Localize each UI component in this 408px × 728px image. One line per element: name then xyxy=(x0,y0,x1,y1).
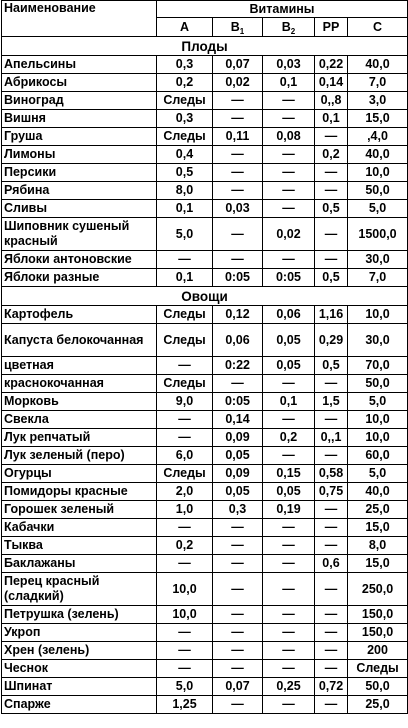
row-value: 15,0 xyxy=(348,519,408,537)
row-name: Шиповник сушеный красный xyxy=(2,218,157,251)
row-value: 1,5 xyxy=(315,393,348,411)
table-row xyxy=(2,146,408,164)
row-value: — xyxy=(157,519,213,537)
table-row xyxy=(2,678,408,696)
table-row xyxy=(2,218,408,251)
section-row xyxy=(2,287,408,306)
table-row xyxy=(2,501,408,519)
row-value: — xyxy=(157,555,213,573)
row-value: — xyxy=(157,357,213,375)
header-col xyxy=(263,18,315,37)
section-title: Овощи xyxy=(2,287,408,306)
header-name: Наименование xyxy=(2,1,157,37)
table-row xyxy=(2,642,408,660)
row-value: — xyxy=(315,164,348,182)
row-value: — xyxy=(263,92,315,110)
row-value: 1,0 xyxy=(157,501,213,519)
row-value: 0,58 xyxy=(315,465,348,483)
row-value: — xyxy=(263,200,315,218)
row-name: Яблоки антоновские xyxy=(2,251,157,269)
row-value: 0,11 xyxy=(213,128,263,146)
row-value: 25,0 xyxy=(348,501,408,519)
table-row xyxy=(2,393,408,411)
row-value: 3,0 xyxy=(348,92,408,110)
row-value: — xyxy=(315,218,348,251)
row-value: 25,0 xyxy=(348,696,408,714)
row-value: 0,3 xyxy=(213,501,263,519)
row-value: 50,0 xyxy=(348,375,408,393)
row-value: 40,0 xyxy=(348,483,408,501)
table-row xyxy=(2,624,408,642)
row-name: Кабачки xyxy=(2,519,157,537)
row-value: — xyxy=(315,606,348,624)
row-name: Укроп xyxy=(2,624,157,642)
row-name: Спарже xyxy=(2,696,157,714)
row-value: — xyxy=(315,642,348,660)
row-value: 0,29 xyxy=(315,324,348,357)
row-value: 15,0 xyxy=(348,555,408,573)
row-value: 5,0 xyxy=(157,678,213,696)
row-name: Персики xyxy=(2,164,157,182)
row-value: — xyxy=(157,642,213,660)
row-value: 8,0 xyxy=(157,182,213,200)
row-value: — xyxy=(315,375,348,393)
row-name: Чеснок xyxy=(2,660,157,678)
row-value: 1500,0 xyxy=(348,218,408,251)
row-value: 7,0 xyxy=(348,269,408,287)
row-value: — xyxy=(263,624,315,642)
row-value: 0:05 xyxy=(213,269,263,287)
row-value: — xyxy=(263,182,315,200)
row-value: — xyxy=(263,146,315,164)
table-row xyxy=(2,357,408,375)
row-value: — xyxy=(213,164,263,182)
row-value: — xyxy=(263,573,315,606)
row-value: 0,09 xyxy=(213,429,263,447)
header-col-base: С xyxy=(373,19,383,34)
row-value: 0,6 xyxy=(315,555,348,573)
row-value: 0,02 xyxy=(263,218,315,251)
row-value: 0,3 xyxy=(157,110,213,128)
row-name: Лук зеленый (перо) xyxy=(2,447,157,465)
row-value: 15,0 xyxy=(348,110,408,128)
row-value: 9,0 xyxy=(157,393,213,411)
row-value: Следы xyxy=(157,324,213,357)
header-row-1 xyxy=(2,1,408,18)
table-row xyxy=(2,200,408,218)
row-value: — xyxy=(157,660,213,678)
row-value: — xyxy=(213,110,263,128)
row-value: — xyxy=(315,447,348,465)
row-value: 150,0 xyxy=(348,624,408,642)
row-value: 10,0 xyxy=(348,429,408,447)
table-row xyxy=(2,519,408,537)
row-value: 6,0 xyxy=(157,447,213,465)
row-name: Рябина xyxy=(2,182,157,200)
row-name: Капуста белокочанная xyxy=(2,324,157,357)
row-name: Свекла xyxy=(2,411,157,429)
row-value: — xyxy=(263,606,315,624)
row-value: 0,4 xyxy=(157,146,213,164)
row-value: — xyxy=(315,519,348,537)
row-value: 0,05 xyxy=(263,483,315,501)
row-value: 10,0 xyxy=(157,606,213,624)
header-col-base: В xyxy=(230,19,240,34)
row-value: 10,0 xyxy=(348,164,408,182)
row-name: Вишня xyxy=(2,110,157,128)
row-value: 0,1 xyxy=(157,269,213,287)
row-value: ,4,0 xyxy=(348,128,408,146)
row-value: — xyxy=(315,182,348,200)
row-value: 0,03 xyxy=(213,200,263,218)
row-value: 40,0 xyxy=(348,56,408,74)
table-row xyxy=(2,306,408,324)
table-row xyxy=(2,56,408,74)
row-value: — xyxy=(263,375,315,393)
row-value: — xyxy=(263,537,315,555)
row-name: цветная xyxy=(2,357,157,375)
header-col-base: В xyxy=(281,19,291,34)
row-name: Хрен (зелень) xyxy=(2,642,157,660)
table-row xyxy=(2,411,408,429)
row-value: 0,03 xyxy=(263,56,315,74)
row-value: — xyxy=(157,624,213,642)
row-value: 0,2 xyxy=(315,146,348,164)
row-value: — xyxy=(263,660,315,678)
row-value: — xyxy=(263,110,315,128)
row-value: — xyxy=(263,164,315,182)
table-row xyxy=(2,429,408,447)
row-value: — xyxy=(315,624,348,642)
row-value: 0,2 xyxy=(157,74,213,92)
row-value: — xyxy=(213,624,263,642)
row-name: Яблоки разные xyxy=(2,269,157,287)
row-value: 0,75 xyxy=(315,483,348,501)
row-value: — xyxy=(315,660,348,678)
row-value: 2,0 xyxy=(157,483,213,501)
row-value: Следы xyxy=(157,375,213,393)
row-name: Баклажаны xyxy=(2,555,157,573)
row-value: — xyxy=(213,606,263,624)
row-value: — xyxy=(213,660,263,678)
row-value: — xyxy=(213,146,263,164)
row-value: Следы xyxy=(157,465,213,483)
table-row xyxy=(2,447,408,465)
row-value: 0,5 xyxy=(315,200,348,218)
row-value: 7,0 xyxy=(348,74,408,92)
row-value: 0,02 xyxy=(213,74,263,92)
row-name: Лук репчатый xyxy=(2,429,157,447)
row-value: 0,07 xyxy=(213,678,263,696)
row-value: — xyxy=(213,537,263,555)
row-name: Сливы xyxy=(2,200,157,218)
row-value: 0,05 xyxy=(213,447,263,465)
table-row xyxy=(2,483,408,501)
row-value: 10,0 xyxy=(157,573,213,606)
table-row xyxy=(2,660,408,678)
table-row xyxy=(2,164,408,182)
row-value: 0,1 xyxy=(263,74,315,92)
header-col-base: А xyxy=(179,19,190,34)
row-value: — xyxy=(213,375,263,393)
row-value: 0,,8 xyxy=(315,92,348,110)
row-value: 1,16 xyxy=(315,306,348,324)
row-name: Морковь xyxy=(2,393,157,411)
row-value: 5,0 xyxy=(348,200,408,218)
row-value: 0,25 xyxy=(263,678,315,696)
row-name: Виноград xyxy=(2,92,157,110)
header-vitamins: Витамины xyxy=(157,1,408,18)
section-row xyxy=(2,37,408,56)
table-row xyxy=(2,251,408,269)
header-col xyxy=(157,18,213,37)
row-value: 250,0 xyxy=(348,573,408,606)
table-row xyxy=(2,537,408,555)
row-value: 0,2 xyxy=(157,537,213,555)
row-value: 0,14 xyxy=(213,411,263,429)
row-value: — xyxy=(315,573,348,606)
row-value: — xyxy=(213,182,263,200)
row-value: 10,0 xyxy=(348,306,408,324)
row-value: — xyxy=(213,218,263,251)
row-value: 0,3 xyxy=(157,56,213,74)
table-row xyxy=(2,573,408,606)
row-value: — xyxy=(315,411,348,429)
row-value: — xyxy=(315,696,348,714)
header-col-sub: 1 xyxy=(239,26,245,36)
table-row xyxy=(2,92,408,110)
row-value: 40,0 xyxy=(348,146,408,164)
row-value: — xyxy=(263,251,315,269)
row-value: 30,0 xyxy=(348,324,408,357)
row-value: 0,15 xyxy=(263,465,315,483)
header-col-base: РР xyxy=(322,19,340,34)
row-value: 0,1 xyxy=(157,200,213,218)
table-row xyxy=(2,375,408,393)
row-name: Горошек зеленый xyxy=(2,501,157,519)
row-name: Картофель xyxy=(2,306,157,324)
row-value: 0,19 xyxy=(263,501,315,519)
row-name: Шпинат xyxy=(2,678,157,696)
row-value: 0,5 xyxy=(157,164,213,182)
row-value: 5,0 xyxy=(348,465,408,483)
row-name: Груша xyxy=(2,128,157,146)
row-value: 0,07 xyxy=(213,56,263,74)
table-row xyxy=(2,269,408,287)
row-value: 0,1 xyxy=(315,110,348,128)
row-value: 5,0 xyxy=(157,218,213,251)
row-value: — xyxy=(213,519,263,537)
row-name: Апельсины xyxy=(2,56,157,74)
row-name: Огурцы xyxy=(2,465,157,483)
row-value: — xyxy=(157,411,213,429)
row-value: 0,08 xyxy=(263,128,315,146)
row-name: Лимоны xyxy=(2,146,157,164)
row-value: 70,0 xyxy=(348,357,408,375)
row-value: 0,5 xyxy=(315,269,348,287)
table-row xyxy=(2,74,408,92)
row-value: — xyxy=(315,251,348,269)
row-value: 0,05 xyxy=(213,483,263,501)
row-value: 0,09 xyxy=(213,465,263,483)
header-col-sub: 2 xyxy=(290,26,296,36)
row-value: — xyxy=(263,555,315,573)
row-name: Помидоры красные xyxy=(2,483,157,501)
row-value: Следы xyxy=(157,128,213,146)
row-value: 5,0 xyxy=(348,393,408,411)
row-value: — xyxy=(263,642,315,660)
section-title: Плоды xyxy=(2,37,408,56)
row-name: Петрушка (зелень) xyxy=(2,606,157,624)
row-value: 50,0 xyxy=(348,182,408,200)
table-row xyxy=(2,606,408,624)
row-value: — xyxy=(263,519,315,537)
row-value: — xyxy=(157,429,213,447)
row-value: 0,06 xyxy=(263,306,315,324)
row-value: 0,06 xyxy=(213,324,263,357)
row-value: 0,22 xyxy=(315,56,348,74)
table-row xyxy=(2,555,408,573)
row-value: 0,12 xyxy=(213,306,263,324)
row-value: 150,0 xyxy=(348,606,408,624)
row-value: 0,1 xyxy=(263,393,315,411)
table-row xyxy=(2,696,408,714)
row-value: — xyxy=(157,251,213,269)
row-value: 0,05 xyxy=(263,324,315,357)
row-value: — xyxy=(315,128,348,146)
row-value: 8,0 xyxy=(348,537,408,555)
row-value: 0,14 xyxy=(315,74,348,92)
row-value: 0:05 xyxy=(263,269,315,287)
row-value: 0,2 xyxy=(263,429,315,447)
row-value: Следы xyxy=(348,660,408,678)
header-col xyxy=(348,18,408,37)
row-value: 30,0 xyxy=(348,251,408,269)
table-row xyxy=(2,324,408,357)
row-value: — xyxy=(263,447,315,465)
row-name: Перец красный (сладкий) xyxy=(2,573,157,606)
row-value: — xyxy=(213,696,263,714)
row-value: — xyxy=(213,642,263,660)
row-value: Следы xyxy=(157,92,213,110)
row-value: 0,05 xyxy=(263,357,315,375)
vitamins-table xyxy=(1,0,408,714)
table-row xyxy=(2,110,408,128)
table-row xyxy=(2,182,408,200)
row-value: — xyxy=(213,555,263,573)
row-value: 0,5 xyxy=(315,357,348,375)
row-value: — xyxy=(213,573,263,606)
row-value: 10,0 xyxy=(348,411,408,429)
row-value: — xyxy=(315,501,348,519)
row-value: — xyxy=(315,537,348,555)
header-col xyxy=(213,18,263,37)
row-name: краснокочанная xyxy=(2,375,157,393)
row-value: — xyxy=(263,696,315,714)
header-col xyxy=(315,18,348,37)
row-value: — xyxy=(263,411,315,429)
table-head xyxy=(2,1,408,37)
table-row xyxy=(2,465,408,483)
table-body xyxy=(2,37,408,714)
row-value: 0:22 xyxy=(213,357,263,375)
row-value: 200 xyxy=(348,642,408,660)
row-value: — xyxy=(213,92,263,110)
row-value: — xyxy=(213,251,263,269)
row-value: 0:05 xyxy=(213,393,263,411)
row-value: Следы xyxy=(157,306,213,324)
row-value: 1,25 xyxy=(157,696,213,714)
row-value: 50,0 xyxy=(348,678,408,696)
table-row xyxy=(2,128,408,146)
row-name: Абрикосы xyxy=(2,74,157,92)
row-value: 0,72 xyxy=(315,678,348,696)
row-value: 60,0 xyxy=(348,447,408,465)
row-name: Тыква xyxy=(2,537,157,555)
row-value: 0,,1 xyxy=(315,429,348,447)
